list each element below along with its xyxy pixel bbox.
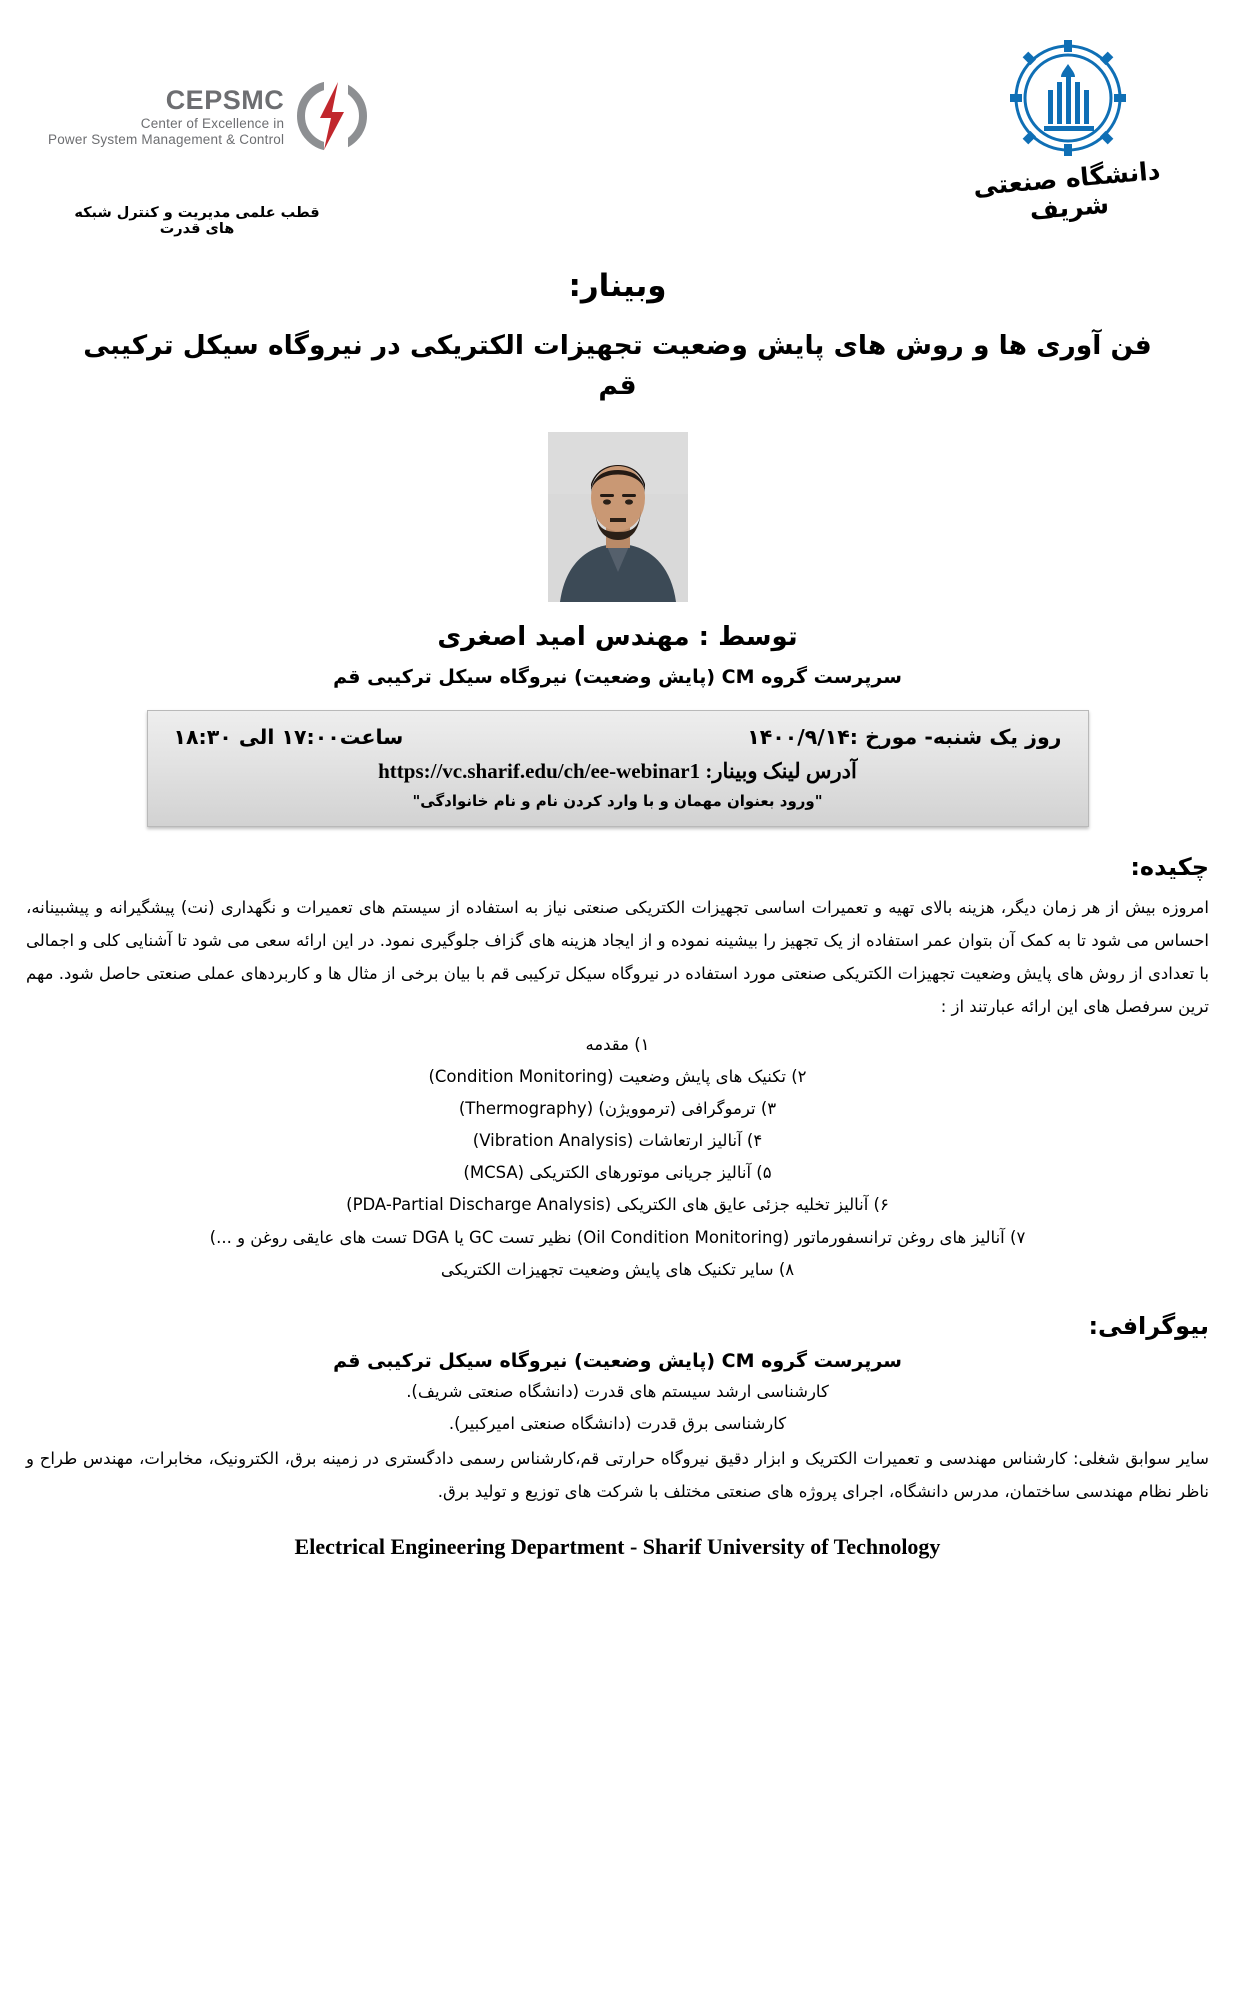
bio-bsc: کارشناسی برق قدرت (دانشگاه صنعتی امیرکبیر).: [448, 1414, 787, 1434]
cepsmc-acronym: CEPSMC: [165, 84, 285, 115]
list-item: ۱) مقدمه: [585, 1034, 650, 1054]
cepsmc-persian-caption: قطب علمی مدیریت و کنترل شبکه های قدرت: [74, 205, 320, 237]
abstract-heading: چکیده:: [1130, 852, 1209, 881]
sharif-persian-name: دانشگاه صنعتی شریف: [972, 155, 1162, 226]
list-item: ۶) آنالیز تخلیه جزئی عایق های الکتریکی (PDA-Partial Discharge Analysis): [346, 1195, 889, 1215]
event-info-box: [147, 710, 1089, 827]
abstract-paragraph: امروزه بیش از هر زمان دیگر، هزینه بالای تهیه و تعمیرات اساسی تجهیزات الکتریکی صنعتی نیاز به استفاده از سیستم های تعمیرات و نگهداری (نت) پیشگیرانه و پیشبینانه، احساس می شود تا به کمک آن بتوان عمر استفاده از یک تجهیز را بیشینه نموده و از ایجاد هزینه های گزاف جلوگیری نمود. در این ارائه سعی می شود تا آشنایی کلی و اجمالی با تعدادی از روش های پایش وضعیت تجهیزات الکتریکی صنعتی مورد استفاده در نیروگاه سیکل ترکیبی قم با بیان برخی از مثال ها و کاربردهای عملی صنعتی حاصل شود. مهم ترین سرفصل های این ارائه عبارتند از :: [26, 897, 1209, 1016]
biography-heading: بیوگرافی:: [1088, 1311, 1209, 1340]
cepsmc-line1: Center of Excellence in: [140, 116, 285, 131]
list-item: ۸) سایر تکنیک های پایش وضعیت تجهیزات الکتریکی: [440, 1259, 795, 1279]
presenter-photo: [548, 432, 688, 602]
presenter-role: سرپرست گروه CM (پایش وضعیت) نیروگاه سیکل ترکیبی قم: [333, 665, 902, 688]
cepsmc-logo: [48, 78, 370, 154]
webinar-link-url[interactable]: https://vc.sharif.edu/ch/ee-webinar1: [378, 758, 701, 783]
page-title: فن آوری ها و روش های پایش وضعیت تجهیزات الکتریکی در نیروگاه سیکل ترکیبی قم: [83, 330, 1152, 401]
presenter-name: توسط : مهندس امید اصغری: [437, 621, 798, 652]
list-item: ۳) ترموگرافی (ترموویژن) (Thermography): [458, 1098, 777, 1118]
abstract-section: [0, 853, 1235, 1286]
bio-msc: کارشناسی ارشد سیستم های قدرت (دانشگاه صنعتی شریف).: [406, 1381, 829, 1401]
cepsmc-line2: Power System Management & Control: [48, 131, 285, 147]
topic-list: [26, 1029, 1209, 1286]
list-item: ۲) تکنیک های پایش وضعیت (Condition Monitoring): [428, 1066, 807, 1086]
list-item: ۷) آنالیز های روغن ترانسفورماتور (Oil Condition Monitoring) نظیر تست GC یا DGA تست های عایقی روغن و ...): [209, 1227, 1026, 1247]
entry-note: "ورود بعنوان مهمان و با وارد کردن نام و نام خانوادگی": [412, 791, 823, 810]
event-date: روز یک شنبه- مورخ :۱۴۰۰/۹/۱۴: [747, 724, 1062, 749]
presenter-info: [0, 622, 1235, 688]
list-item: ۵) آنالیز جریانی موتورهای الکتریکی (MCSA): [463, 1163, 772, 1183]
webinar-kicker: وبینار:: [568, 268, 667, 304]
list-item: ۴) آنالیز ارتعاشات (Vibration Analysis): [472, 1131, 763, 1151]
poster-header: [0, 0, 1235, 250]
footer-department: Electrical Engineering Department - Sharif University of Technology: [294, 1534, 941, 1560]
lightning-bolt-icon: [294, 78, 370, 154]
title-block: [0, 268, 1235, 406]
sharif-university-emblem-icon: [953, 38, 1183, 158]
biography-section: [0, 1312, 1235, 1508]
sharif-logo: [953, 38, 1183, 226]
event-time: ساعت۱۷:۰۰ الی ۱۸:۳۰: [173, 724, 404, 749]
bio-experience: سایر سوابق شغلی: کارشناس مهندسی و تعمیرات الکتریک و ابزار دقیق نیروگاه حرارتی قم،کارشناس رسمی دادگستری در زمینه برق، الکترونیک، مخابرات، مهندس طراح و ناظر نظام مهندسی ساختمان، مدرس دانشگاه، اجرای پروژه های صنعتی مختلف با شرکت های توزیع و تولید برق.: [26, 1449, 1209, 1502]
webinar-link-label: آدرس لینک وبینار:: [705, 758, 857, 783]
bio-role: سرپرست گروه CM (پایش وضعیت) نیروگاه سیکل ترکیبی قم: [333, 1349, 902, 1372]
